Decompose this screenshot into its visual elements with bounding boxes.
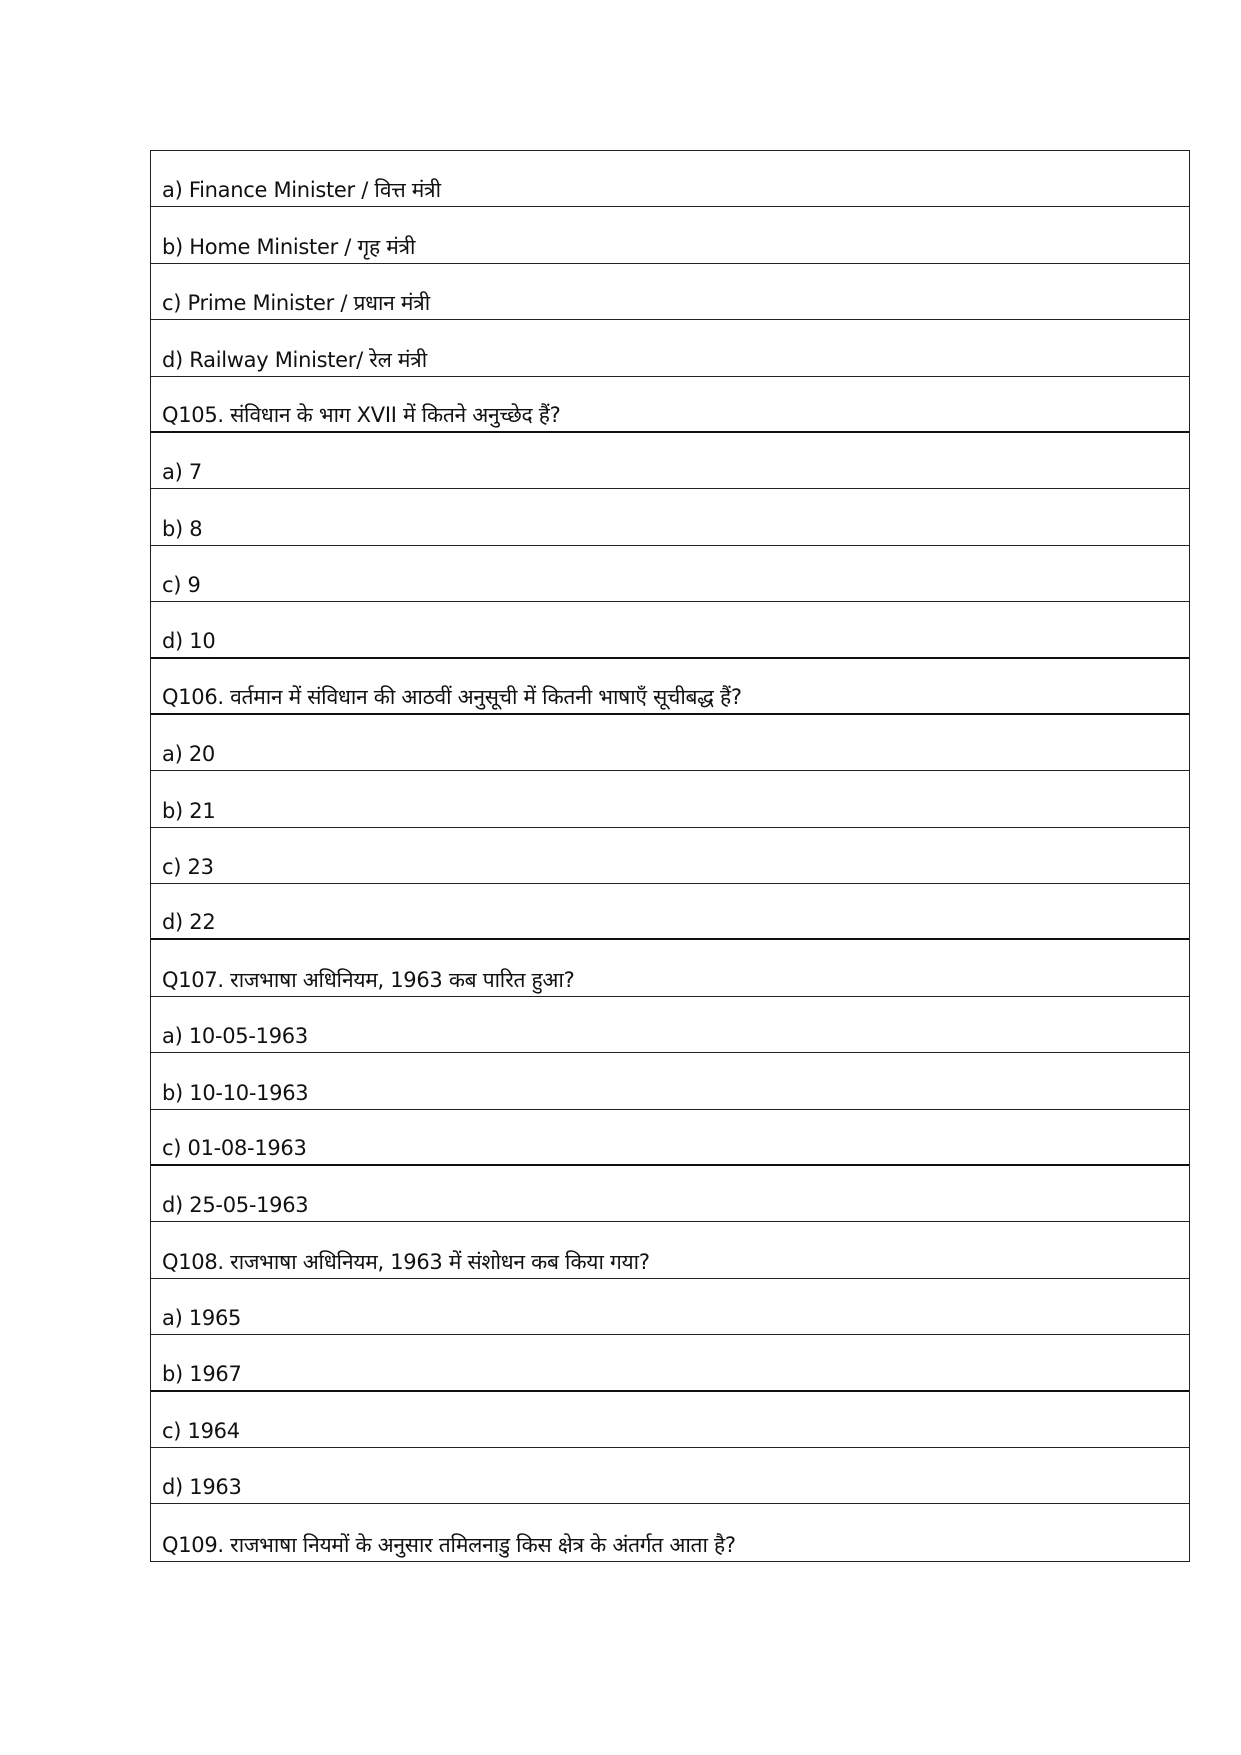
question-text: Q107. राजभाषा अधिनियम, 1963 कब पारित हुआ? — [162, 967, 575, 992]
option-row — [151, 828, 1189, 884]
question-row — [151, 1222, 1189, 1278]
option-row — [151, 771, 1189, 827]
option-row — [151, 1448, 1189, 1504]
option-text: c) Prime Minister / प्रधान मंत्री — [162, 291, 430, 316]
question-text: Q105. संविधान के भाग XVII में कितने अनुच्छेद हैं? — [162, 402, 561, 427]
question-row — [151, 377, 1189, 433]
option-row — [151, 264, 1189, 320]
option-row — [151, 997, 1189, 1053]
option-text: a) 20 — [162, 742, 215, 767]
question-row — [151, 940, 1189, 996]
option-text: b) 21 — [162, 798, 216, 823]
option-text: c) 01-08-1963 — [162, 1136, 307, 1161]
option-text: a) 1965 — [162, 1306, 242, 1331]
option-row — [151, 489, 1189, 545]
option-text: d) 25-05-1963 — [162, 1193, 309, 1218]
option-row — [151, 1392, 1189, 1448]
option-text: a) 7 — [162, 460, 202, 485]
question-table — [150, 150, 1190, 1562]
option-row — [151, 1335, 1189, 1391]
question-row — [151, 659, 1189, 715]
option-text: a) Finance Minister / वित्त मंत्री — [162, 178, 441, 203]
option-row — [151, 715, 1189, 771]
option-row — [151, 546, 1189, 602]
option-text: a) 10-05-1963 — [162, 1024, 308, 1049]
option-text: b) 8 — [162, 516, 203, 541]
option-text: b) Home Minister / गृह मंत्री — [162, 234, 416, 259]
option-text: c) 1964 — [162, 1418, 240, 1443]
question-text: Q109. राजभाषा नियमों के अनुसार तमिलनाडु किस क्षेत्र के अंतर्गत आता है? — [162, 1532, 736, 1557]
question-text: Q108. राजभाषा अधिनियम, 1963 में संशोधन कब किया गया? — [162, 1249, 650, 1274]
option-text: d) Railway Minister/ रेल मंत्री — [162, 347, 427, 372]
option-text: c) 23 — [162, 855, 214, 880]
option-row — [151, 884, 1189, 940]
option-row — [151, 320, 1189, 376]
option-row — [151, 1166, 1189, 1222]
option-text: d) 10 — [162, 628, 216, 653]
option-text: d) 1963 — [162, 1475, 242, 1500]
option-text: b) 10-10-1963 — [162, 1080, 309, 1105]
option-row — [151, 207, 1189, 263]
option-row — [151, 602, 1189, 658]
option-row — [151, 1053, 1189, 1109]
option-text: c) 9 — [162, 573, 201, 598]
option-row — [151, 1110, 1189, 1166]
option-text: d) 22 — [162, 910, 216, 935]
option-row — [151, 433, 1189, 489]
option-row — [151, 1279, 1189, 1335]
question-text: Q106. वर्तमान में संविधान की आठवीं अनुसूची में कितनी भाषाएँ सूचीबद्ध हैं? — [162, 684, 742, 709]
question-row — [151, 1504, 1189, 1560]
option-row — [151, 151, 1189, 207]
option-text: b) 1967 — [162, 1361, 242, 1386]
